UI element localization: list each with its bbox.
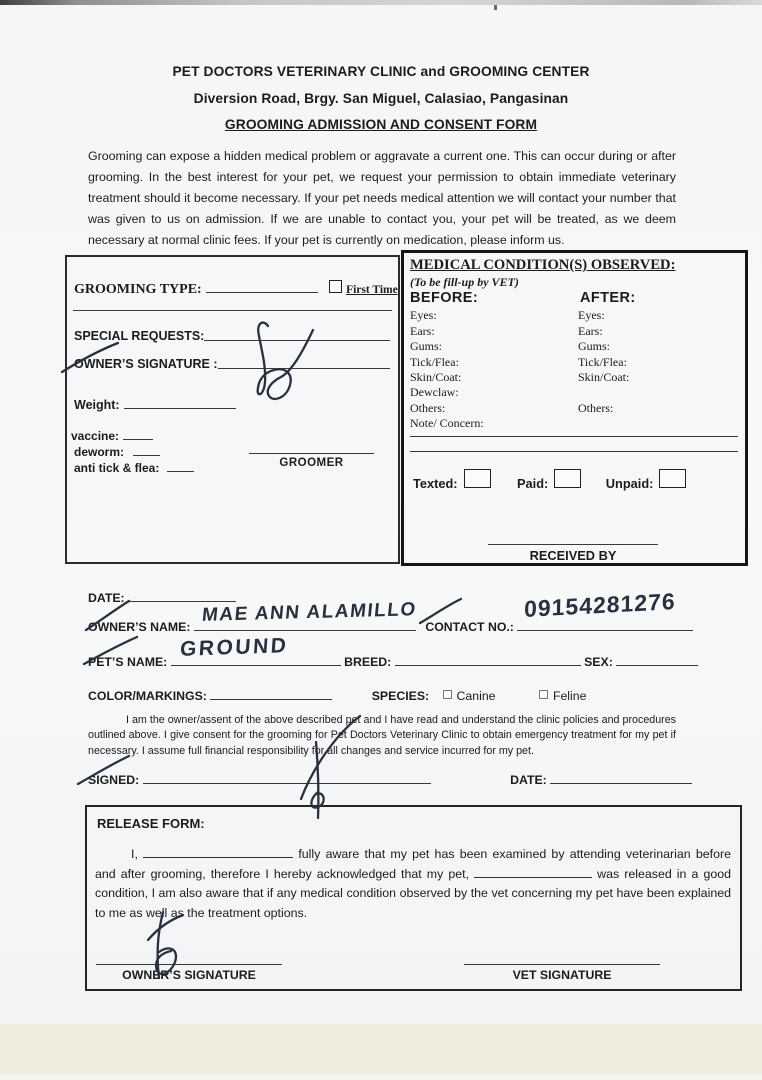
breed-blank (395, 652, 581, 666)
received-by-label: RECEIVED BY (529, 548, 617, 563)
before-row (410, 308, 573, 323)
note-line-2 (410, 451, 738, 452)
medical-box (401, 250, 748, 566)
sex-blank (616, 652, 698, 666)
before-row (410, 354, 573, 369)
deworm-label: deworm: (74, 445, 125, 459)
handwritten-owner-name: MAE ANN ALAMILLO (201, 599, 418, 626)
after-row (578, 339, 738, 354)
anti-tick-flea-row (74, 458, 194, 477)
after-eyes-label: Eyes: (578, 308, 605, 323)
after-row-spacer (578, 385, 738, 400)
note-concern-label: Note/ Concern: (410, 416, 484, 431)
clinic-name: PET DOCTORS VETERINARY CLINIC and GROOMING CENTER (172, 64, 590, 79)
after-gums-label: Gums: (578, 339, 611, 354)
before-ears-label: Ears: (410, 323, 435, 338)
special-requests-label: SPECIAL REQUESTS: (74, 329, 205, 343)
handwritten-contact-no: 09154281276 (523, 587, 676, 622)
vet-signature-line (464, 964, 660, 965)
anti-tick-flea-blank (167, 458, 194, 472)
vaccine-blank (123, 426, 153, 440)
grooming-box (65, 255, 400, 564)
before-row (410, 323, 573, 338)
release-name-blank (143, 845, 293, 858)
after-row (578, 308, 738, 323)
pet-name-label: PET’S NAME: (88, 655, 168, 669)
consent-date-blank (550, 770, 692, 784)
groomer-line (249, 453, 374, 454)
grooming-type-label: GROOMING TYPE: (74, 282, 202, 297)
intro-paragraph: Grooming can expose a hidden medical problem or aggravate a current one. This can occur during or after grooming. In the best interest for your pet, we request your permission to obtain immediate veterinary treatment should it become necessary. If your pet needs medical attention we will contact your number that was given to us on admission. If we are unable to contact you, your pet will be treated, as we deem necessary at normal clinic fees. If your pet is currently on medication, please inform us. (88, 149, 676, 247)
before-column (410, 308, 573, 431)
scan-bottom-edge (0, 1074, 762, 1080)
consent-date-label: DATE: (510, 773, 547, 787)
before-row (410, 370, 573, 385)
first-time-checkbox (329, 280, 342, 293)
first-time-label: First Time (346, 284, 398, 296)
weight-blank (124, 395, 236, 409)
canine-label: Canine (456, 689, 496, 703)
release-pet-blank (474, 865, 592, 878)
special-requests-row (74, 329, 390, 343)
feline-checkbox (539, 690, 548, 699)
owner-signature-label: OWNER’S SIGNATURE (122, 968, 256, 982)
before-row (410, 339, 573, 354)
before-tickflea-label: Tick/Flea: (410, 354, 459, 369)
weight-label: Weight: (74, 398, 120, 412)
weight-row (74, 395, 236, 414)
deworm-blank (133, 442, 160, 456)
anti-tick-flea-label: anti tick & flea: (74, 461, 160, 475)
owner-name-label: OWNER’S NAME: (88, 620, 191, 634)
owners-signature-blank (218, 367, 390, 369)
after-skincoat-label: Skin/Coat: (578, 369, 630, 384)
unpaid-checkbox (659, 469, 686, 488)
species-label: SPECIES: (371, 689, 430, 703)
signed-label: SIGNED: (88, 773, 140, 787)
before-row (410, 400, 573, 415)
paid-label: Paid: (517, 476, 549, 491)
after-row (578, 354, 738, 369)
release-intro-pre: I, (131, 847, 138, 861)
before-eyes-label: Eyes: (410, 308, 437, 323)
before-row (410, 385, 573, 400)
release-form-title: RELEASE FORM: (97, 816, 205, 831)
before-skincoat-label: Skin/Coat: (410, 369, 462, 384)
scan-speck (494, 5, 497, 10)
received-by-line (488, 544, 658, 545)
note-concern-row (410, 416, 573, 431)
texted-checkbox (464, 469, 491, 488)
payment-row (413, 469, 686, 493)
after-row (578, 323, 738, 338)
scan-bottom-band (0, 1024, 762, 1074)
grooming-type-blank (206, 279, 318, 293)
release-closing: was released in a good condition, I am also aware that if any medical condition observed by the vet concerning my pet have been explained to me as well as the treatment options. (95, 866, 732, 920)
owners-signature-label: OWNER’S SIGNATURE : (74, 357, 218, 371)
after-ears-label: Ears: (578, 323, 603, 338)
sex-label: SEX: (584, 655, 613, 669)
before-dewclaw-label: Dewclaw: (410, 385, 459, 400)
grooming-type-row (74, 279, 398, 298)
owner-signature-line (96, 964, 282, 965)
note-line-1 (410, 436, 738, 437)
before-label: BEFORE: (410, 290, 479, 306)
signed-row (88, 770, 692, 787)
release-form-box (85, 805, 742, 991)
vet-signature-label: VET SIGNATURE (512, 968, 612, 982)
handwritten-pet-name: GROUND (179, 634, 290, 661)
special-requests-blank (204, 339, 390, 341)
clinic-address: Diversion Road, Brgy. San Miguel, Calasiao, Pangasinan (193, 91, 569, 106)
vaccine-label: vaccine: (71, 429, 120, 443)
consent-paragraph: I am the owner/assent of the above described pet and I have read and understand the clinic policies and procedures outlined above. I give consent for the grooming for Pet Doctors Veterinary Clinic to obtain emergency treatment for my pet if necessary. I assume full financial responsibility for all changes and service incurred for my pet. (88, 714, 676, 757)
unpaid-label: Unpaid: (605, 476, 654, 491)
feline-label: Feline (552, 689, 587, 703)
canine-checkbox (443, 690, 452, 699)
after-column (578, 308, 738, 416)
signed-blank (143, 770, 431, 784)
color-markings-label: COLOR/MARKINGS: (88, 689, 207, 703)
owners-signature-row (74, 357, 390, 371)
after-others-label: Others: (578, 400, 614, 415)
color-species-row (88, 686, 586, 703)
release-form-paragraph (95, 845, 731, 923)
medical-subtitle: (To be fill-up by VET) (410, 275, 519, 289)
divider-line (73, 310, 392, 311)
groomer-label: GROOMER (279, 457, 344, 469)
texted-label: Texted: (413, 476, 458, 491)
date-label: DATE: (88, 591, 125, 605)
form-title: GROOMING ADMISSION AND CONSENT FORM (224, 117, 538, 132)
medical-title: MEDICAL CONDITION(S) OBSERVED: (410, 257, 676, 273)
scan-edge-artifact (0, 0, 762, 5)
before-gums-label: Gums: (410, 339, 443, 354)
after-row (578, 370, 738, 385)
after-label: AFTER: (580, 290, 636, 306)
breed-label: BREED: (344, 655, 392, 669)
date-blank (128, 588, 236, 602)
contact-no-label: CONTACT NO.: (425, 620, 514, 634)
after-tickflea-label: Tick/Flea: (578, 354, 627, 369)
date-row (88, 588, 236, 605)
release-intro-post: fully aware that my pet has been examined by attending veterinarian before and after grooming, therefore I hereby acknowledged that my pet, (95, 847, 731, 881)
color-markings-blank (210, 686, 332, 700)
before-others-label: Others: (410, 400, 446, 415)
after-row (578, 400, 738, 415)
paid-checkbox (554, 469, 581, 488)
